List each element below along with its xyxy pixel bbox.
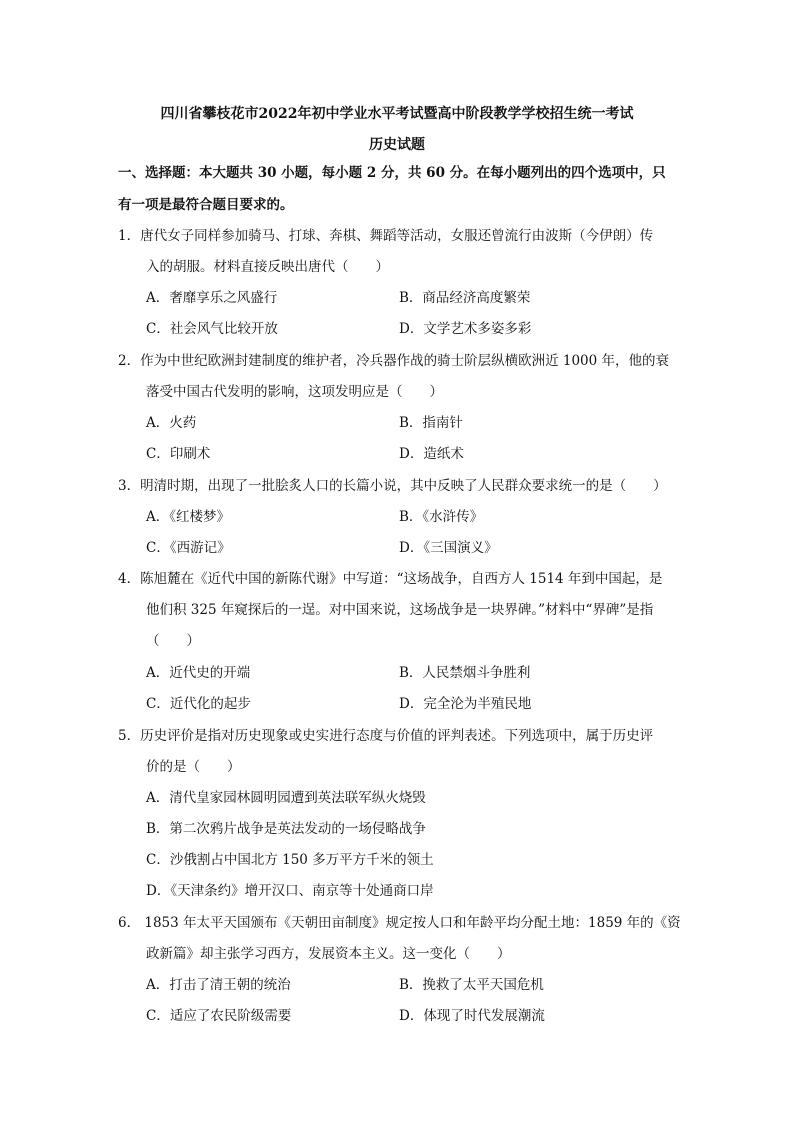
question-3-line1: 3．明清时期，出现了一批脍炙人口的长篇小说，其中反映了人民群众要求统一的是（ ） [118,478,667,494]
question-6-option-d: D．体现了时代发展潮流 [399,1008,545,1024]
question-5-option-c: C．沙俄割占中国北方 150 多万平方千米的领土 [146,852,434,868]
question-1-line1: 1．唐代女子同样参加骑马、打球、奔棋、舞蹈等活动，女服还曾流行由波斯（今伊朗）传 [118,228,654,244]
question-5-line1: 5．历史评价是指对历史现象或史实进行态度与价值的评判表述。下列选项中，属于历史评 [118,728,654,744]
question-4-option-b: B．人民禁烟斗争胜利 [399,665,531,681]
question-2-line1: 2．作为中世纪欧洲封建制度的维护者，冷兵器作战的骑士阶层纵横欧洲近 1000 年，他的衰 [118,353,670,369]
question-3-option-d: D．《三国演义》 [399,540,498,556]
question-4-option-a: A．近代史的开端 [146,665,251,681]
question-4-line2: 他们积 325 年窥探后的一逞。对中国来说，这场战争是一块界碑。”材料中“界碑”是指 [146,602,654,618]
question-4-line3: （ ） [146,633,200,649]
question-5-option-d: D．《天津条约》增开汉口、南京等十处通商口岸 [146,883,434,899]
exam-subtitle: 历史试题 [369,137,425,153]
question-6-option-c: C．适应了农民阶级需要 [146,1008,292,1024]
question-1-line2: 入的胡服。材料直接反映出唐代（ ） [146,259,389,275]
question-6-line1: 6． 1853 年太平天国颁布《天朝田亩制度》规定按人口和年龄平均分配土地：1859 年的《资 [118,915,681,931]
question-6-line2: 政新篇》却主张学习西方，发展资本主义。这一变化（ ） [146,946,511,962]
question-1-option-b: B．商品经济高度繁荣 [399,290,531,306]
question-3-option-a: A．《红楼梦》 [146,509,230,525]
exam-title: 四川省攀枝花市2022年初中学业水平考试暨高中阶段教学学校招生统一考试 [160,106,634,122]
question-4-option-c: C．近代化的起步 [146,696,251,712]
question-2-option-c: C．印刷术 [146,446,211,462]
question-5-line2: 价的是（ ） [146,759,241,775]
question-2-option-a: A．火药 [146,415,197,431]
section-heading-line2: 有一项是最符合题目要求的。 [118,197,294,213]
question-4-line1: 4．陈旭麓在《近代中国的新陈代谢》中写道：“这场战争，自西方人 1514 年到中国起，是 [118,571,663,587]
question-5-option-a: A．清代皇家园林圆明园遭到英法联军纵火烧毁 [146,790,426,806]
question-6-option-a: A．打击了清王朝的统治 [146,977,291,993]
question-1-option-c: C．社会风气比较开放 [146,321,278,337]
question-1-option-d: D．文学艺术多姿多彩 [399,321,532,337]
question-1-option-a: A．奢靡享乐之风盛行 [146,290,278,306]
question-6-option-b: B．挽救了太平天国危机 [399,977,544,993]
question-3-option-b: B．《水浒传》 [399,509,484,525]
question-3-option-c: C．《西游记》 [146,540,231,556]
question-2-line2: 落受中国古代发明的影响，这项发明应是（ ） [146,384,443,400]
section-heading-line1: 一、选择题：本大题共 30 小题，每小题 2 分，共 60 分。在每小题列出的四个选项中，只 [118,165,666,181]
question-5-option-b: B．第二次鸦片战争是英法发动的一场侵略战争 [146,821,426,837]
question-2-option-b: B．指南针 [399,415,463,431]
question-2-option-d: D．造纸术 [399,446,464,462]
question-4-option-d: D．完全沦为半殖民地 [399,696,532,712]
